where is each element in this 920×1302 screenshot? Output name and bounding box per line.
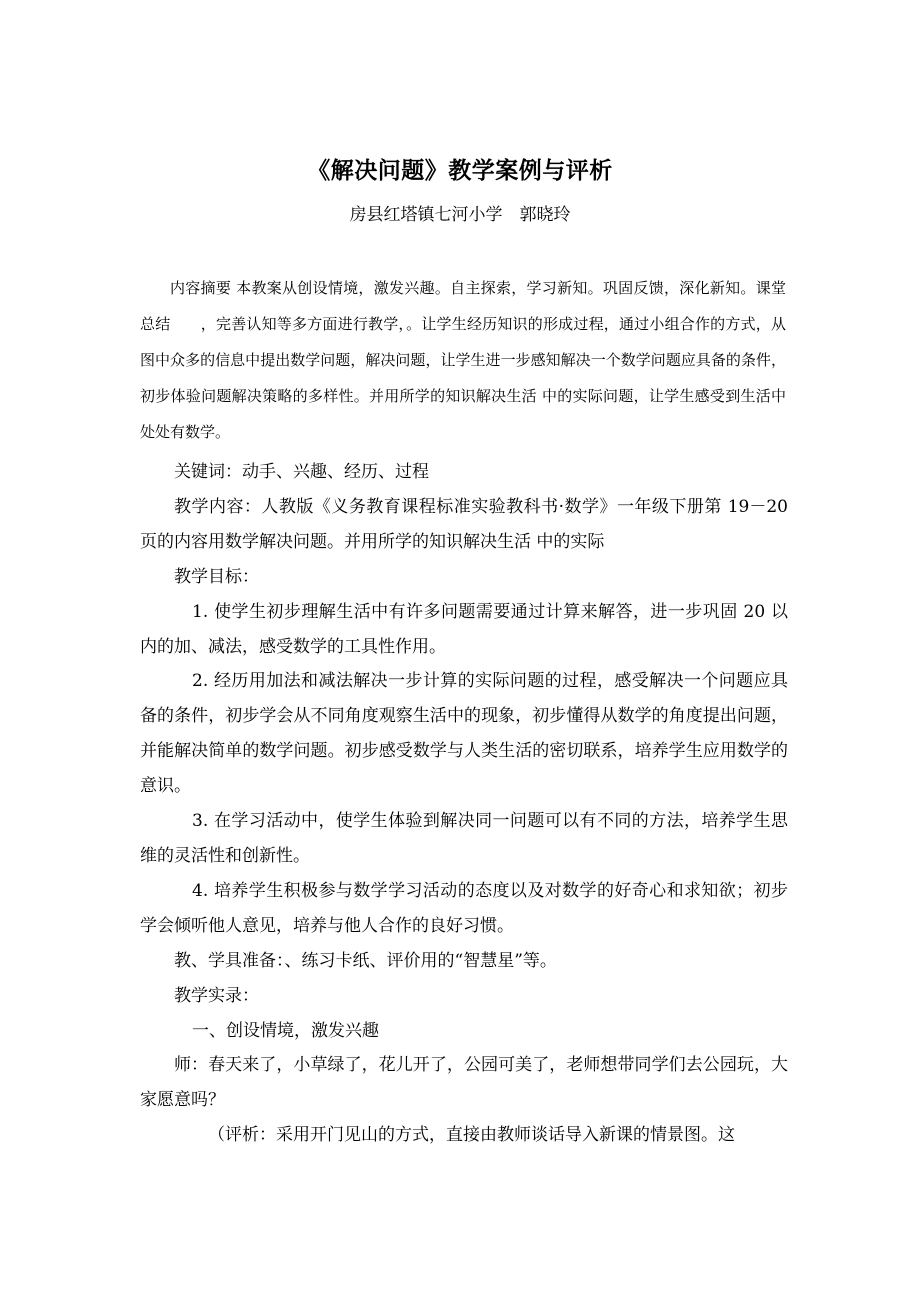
goal-item-3: 3. 在学习活动中，使学生体验到解决同一问题可以有不同的方法，培养学生思维的灵活性和创新性。 [140, 811, 788, 866]
goal-item-4: 4. 培养学生积极参与数学学习活动的态度以及对数学的好奇心和求知欲；初步学会倾听他人意见，培养与他人合作的良好习惯。 [140, 880, 788, 936]
abstract-paragraph: 内容摘要 本教案从创设情境，激发兴趣。自主探索，学习新知。巩固反馈，深化新知。课堂总结 ，完善认知等多方面进行教学，。让学生经历知识的形成过程，通过小组合作的方式，从图中众多的信息中提出数学问题，解决问题，让学生进一步感知解决一个数学问题应具备的条件，初步体验问题解决策略的多样性。并用所学的知识解决生活 中的实际问题，让学生感受到生活中处处有数学。 [140, 279, 786, 441]
document-body [140, 455, 788, 1153]
keywords-paragraph: 关键词：动手、兴趣、经历、过程 [174, 462, 429, 482]
teaching-content-paragraph: 教学内容：人教版《义务教育课程标准实验教科书·数学》一年级下册第 19－20 页的内容用数学解决问题。并用所学的知识解决生活 中的实际 [140, 496, 788, 552]
author-line: 房县红塔镇七河小学 郭晓玲 [349, 205, 571, 225]
teaching-record-heading: 教学实录： [174, 985, 259, 1006]
tools-paragraph: 教、学具准备：、练习卡纸、评价用的“智慧星”等。 [174, 950, 557, 971]
teacher-dialogue-paragraph: 师：春天来了，小草绿了，花儿开了，公园可美了，老师想带同学们去公园玩，大家愿意吗？ [140, 1055, 788, 1111]
section-heading-1: 一、创设情境，激发兴趣 [192, 1020, 379, 1041]
document-title: 《解决问题》教学案例与评析 [307, 158, 613, 184]
evaluation-paragraph: （评析：采用开门见山的方式，直接由教师谈话导入新课的情景图。这 [208, 1125, 735, 1146]
teaching-goals-heading: 教学目标： [174, 566, 259, 587]
goal-item-2: 2. 经历用加法和减法解决一步计算的实际问题的过程，感受解决一个问题应具备的条件，初步学会从不同角度观察生活中的现象，初步懂得从数学的角度提出问题，并能解决简单的数学问题。初步感受数学与人类生活的密切联系，培养学生应用数学的意识。 [140, 671, 788, 797]
goal-item-1: 1. 使学生初步理解生活中有许多问题需要通过计算来解答，进一步巩固 20 以内的加、减法，感受数学的工具性作用。 [140, 601, 788, 657]
